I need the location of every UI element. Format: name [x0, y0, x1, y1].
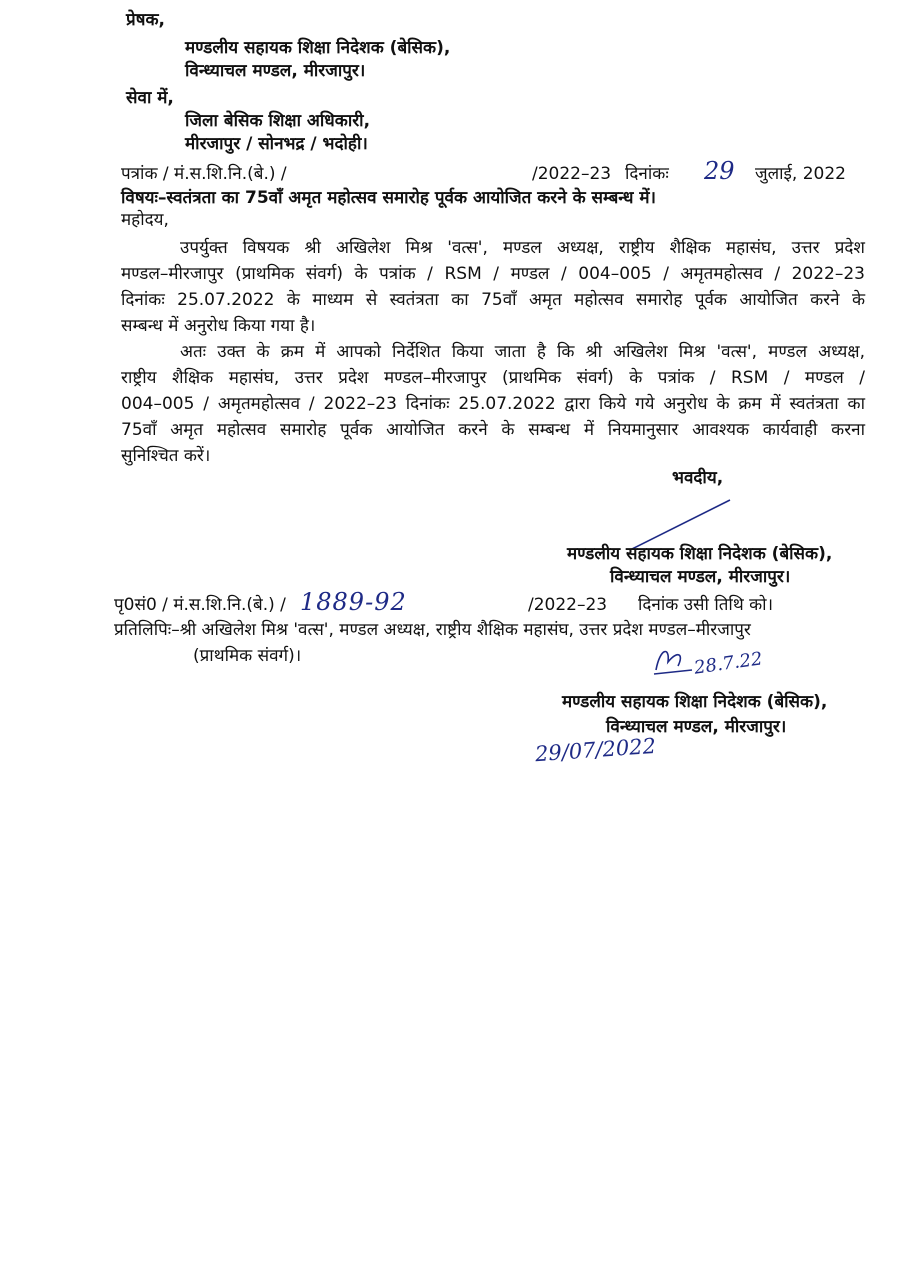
letter-reference-number: पत्रांक / मं.स.शि.नि.(बे.) / [121, 164, 287, 184]
signatory2-office: विन्ध्याचल मण्डल, मीरजापुर। [606, 717, 787, 737]
paragraph1-line4: सम्बन्ध में अनुरोध किया गया है। [121, 316, 316, 336]
salutation: महोदय, [121, 210, 169, 230]
signatory-designation: मण्डलीय सहायक शिक्षा निदेशक (बेसिक), [567, 544, 833, 564]
signatory-office: विन्ध्याचल मण्डल, मीरजापुर। [610, 567, 791, 587]
closing: भवदीय, [672, 468, 724, 488]
handwritten-endorsement-number: 1889-92 [300, 588, 407, 616]
paragraph2-line3: 004–005 / अमृतमहोत्सव / 2022–23 दिनांकः 25.07.2022 द्वारा किये गये अनुरोध के क्रम में स्वतंत्रता का [121, 394, 865, 414]
sender-designation: मण्डलीय सहायक शिक्षा निदेशक (बेसिक), [185, 38, 451, 58]
paragraph1-line1: उपर्युक्त विषयक श्री अखिलेश मिश्र 'वत्स', मण्डल अध्यक्ष, राष्ट्रीय शैक्षिक महासंघ, उत्तर प्रदेश [180, 238, 865, 258]
copy-to-line1: प्रतिलिपिः–श्री अखिलेश मिश्र 'वत्स', मण्डल अध्यक्ष, राष्ट्रीय शैक्षिक महासंघ, उत्तर प्रदेश मण्डल–मीरजापुर [114, 620, 751, 640]
paragraph1-line2: मण्डल–मीरजापुर (प्राथमिक संवर्ग) के पत्रांक / RSM / मण्डल / 004–005 / अमृतमहोत्सव / 2022–23 [121, 264, 865, 284]
letter-subject: विषयः–स्वतंत्रता का 75वाँ अमृत महोत्सव समारोह पूर्वक आयोजित करने के सम्बन्ध में। [121, 188, 656, 208]
handwritten-initial-date: 28.7.22 [692, 648, 764, 679]
endorsement-session: /2022–23 [528, 595, 608, 615]
paragraph2-line1: अतः उक्त के क्रम में आपको निर्देशित किया जाता है कि श्री अखिलेश मिश्र 'वत्स', मण्डल अध्यक्ष, [180, 342, 865, 362]
recipient-districts: मीरजापुर / सोनभद्र / भदोही। [185, 134, 368, 154]
letter-session: /2022–23 [532, 164, 612, 184]
endorsement-date: दिनांक उसी तिथि को। [638, 595, 774, 615]
sender-label: प्रेषक, [126, 10, 166, 30]
handwritten-sign-date: 29/07/2022 [534, 733, 657, 767]
recipient-label: सेवा में, [126, 88, 174, 108]
paragraph2-line5: सुनिश्चित करें। [121, 446, 211, 466]
letter-month-year: जुलाई, 2022 [755, 164, 846, 184]
paragraph2-line2: राष्ट्रीय शैक्षिक महासंघ, उत्तर प्रदेश मण्डल–मीरजापुर (प्राथमिक संवर्ग) के पत्रांक / RSM / मण्डल / [121, 368, 865, 388]
copy-to-line2: (प्राथमिक संवर्ग)। [193, 646, 302, 666]
signatory2-designation: मण्डलीय सहायक शिक्षा निदेशक (बेसिक), [562, 692, 828, 712]
initials-mark [648, 640, 698, 680]
paragraph1-line3: दिनांकः 25.07.2022 के माध्यम से स्वतंत्रता का 75वाँ अमृत महोत्सव समारोह पूर्वक आयोजित करने के [121, 290, 865, 310]
paragraph2-line4: 75वाँ अमृत महोत्सव समारोह पूर्वक आयोजित करने के सम्बन्ध में नियमानुसार आवश्यक कार्यवाही करना [121, 420, 865, 440]
endorsement-number-prefix: पृ0सं0 / मं.स.शि.नि.(बे.) / [114, 595, 286, 615]
letter-date-label: दिनांकः [625, 164, 669, 184]
handwritten-day: 29 [704, 157, 735, 185]
recipient-designation: जिला बेसिक शिक्षा अधिकारी, [185, 111, 371, 131]
sender-office: विन्ध्याचल मण्डल, मीरजापुर। [185, 61, 366, 81]
